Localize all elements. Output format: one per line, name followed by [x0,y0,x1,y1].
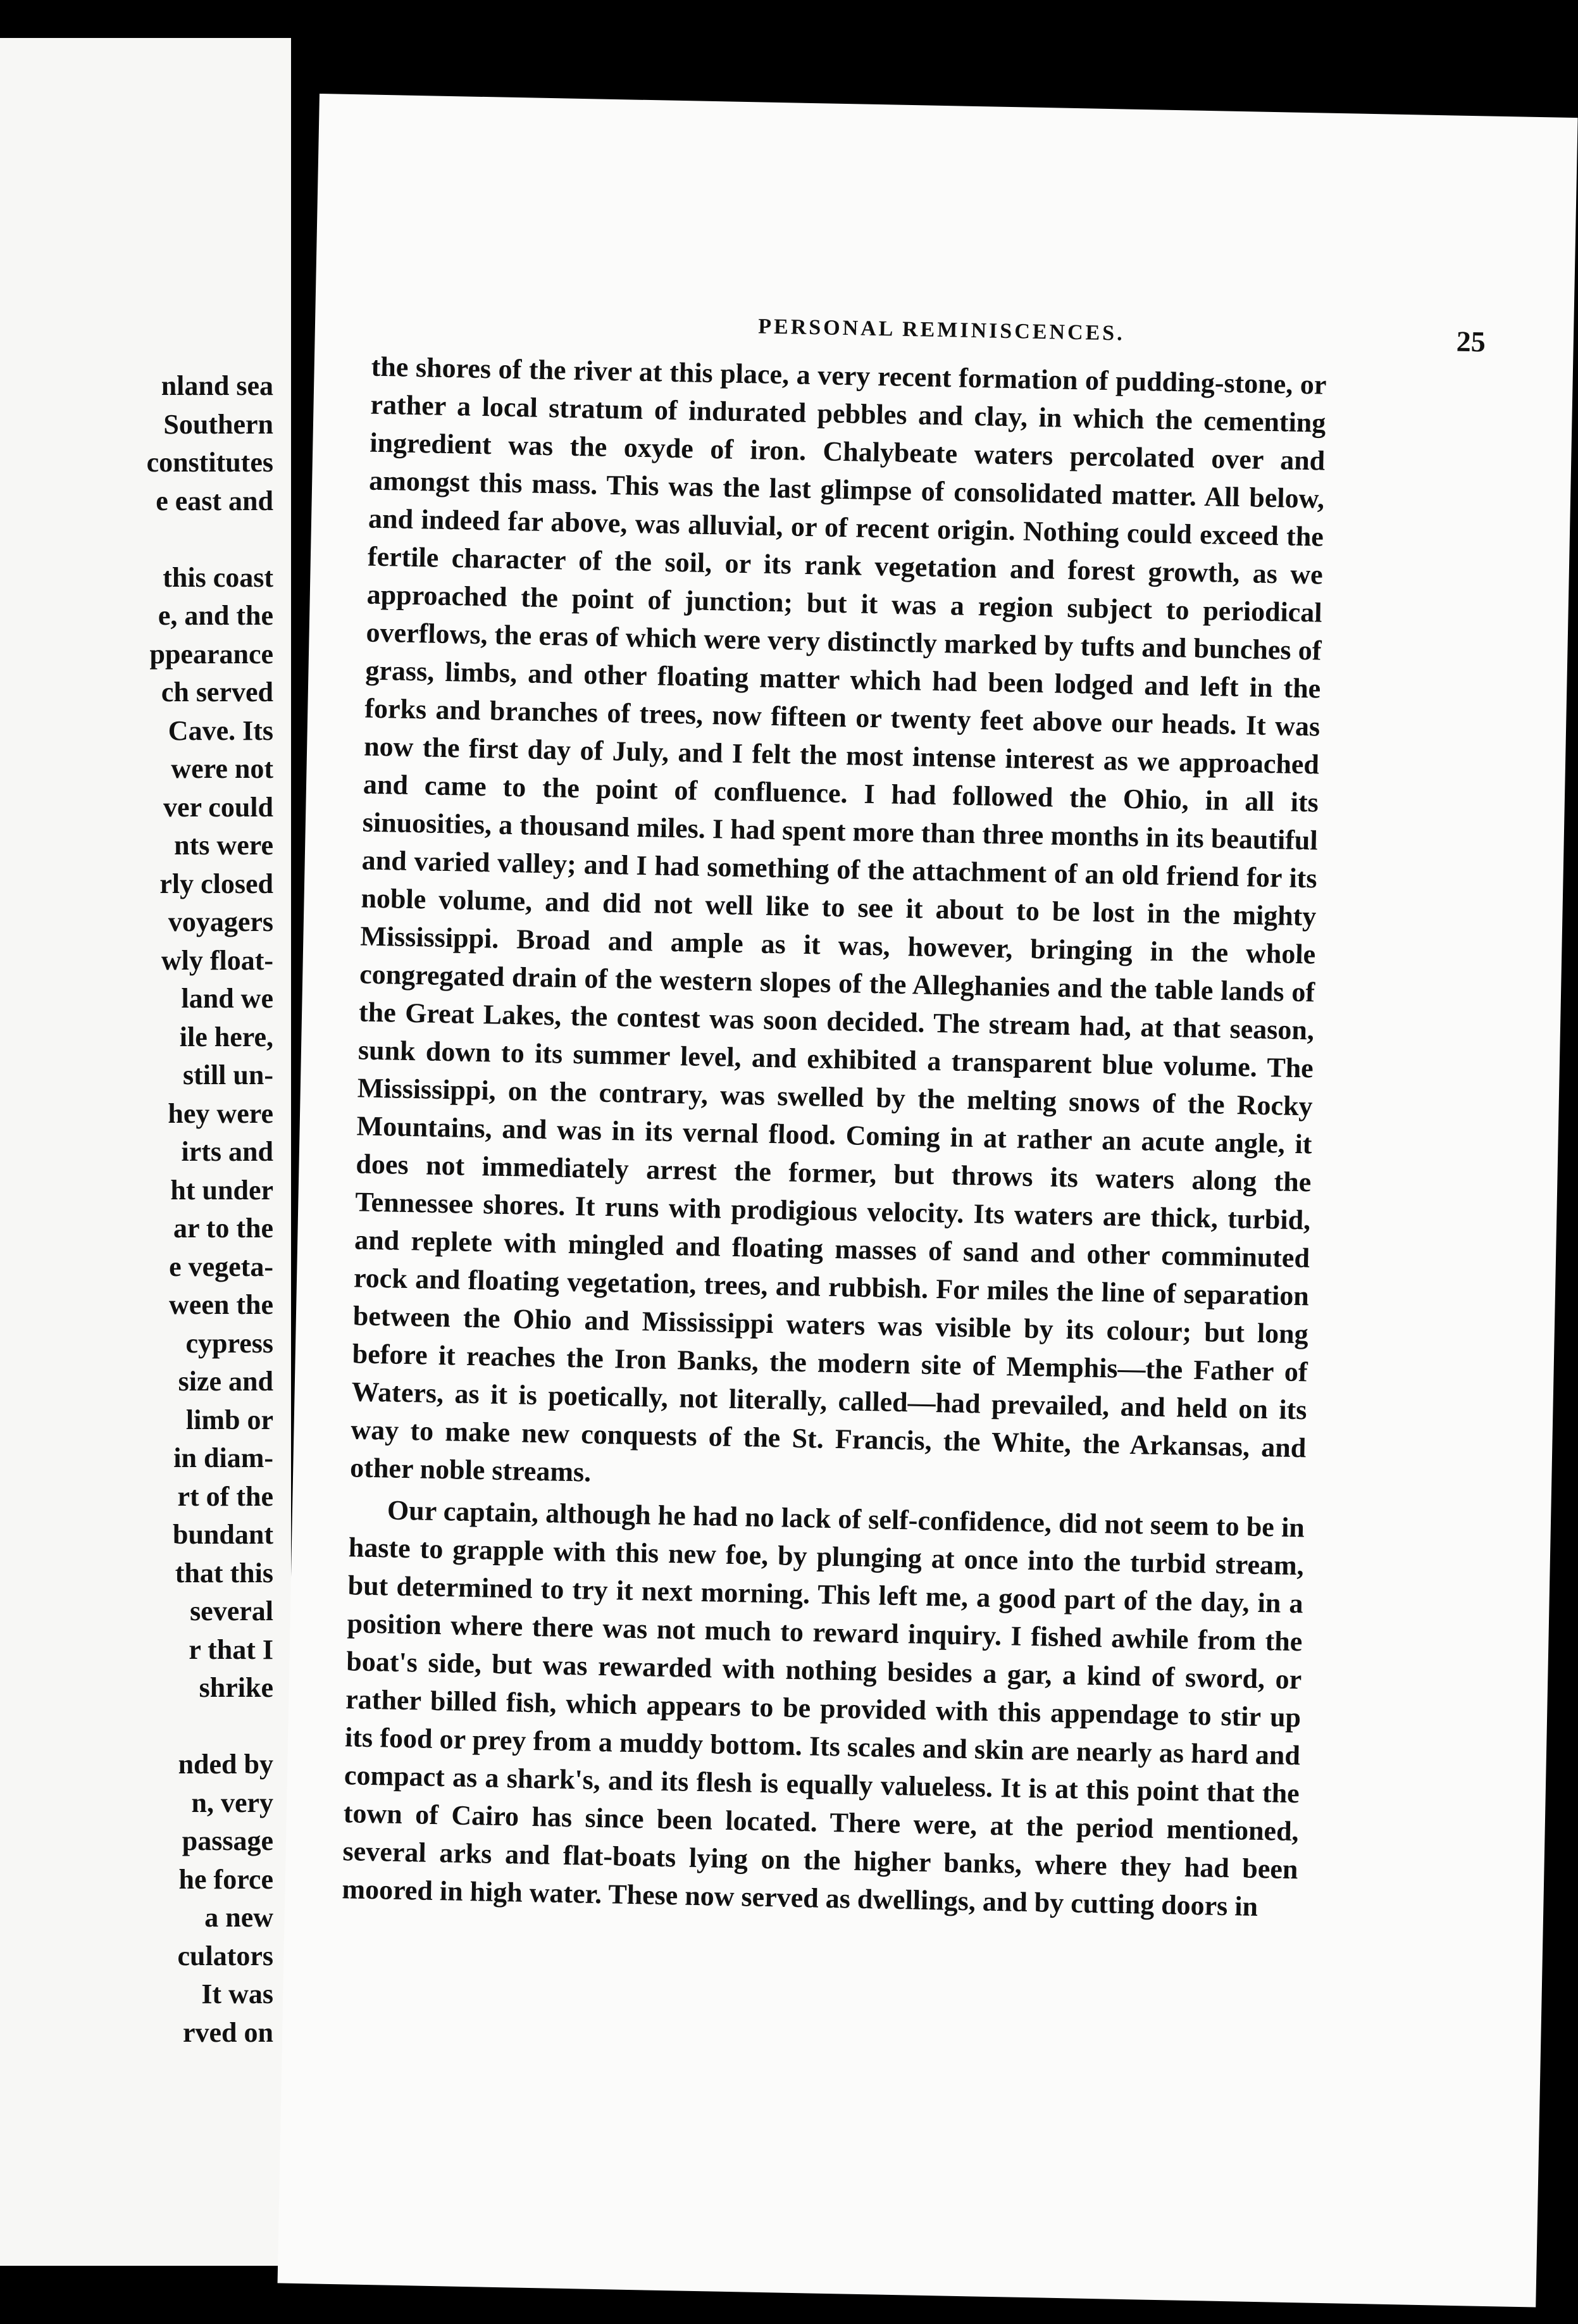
left-fragment-line: bundant [172,1519,273,1550]
left-fragment-line: rt of the [177,1480,273,1512]
left-fragment-line: that this [175,1557,273,1589]
left-fragment-line: shrike [199,1672,273,1703]
left-fragment-line: ar to the [173,1213,273,1244]
left-fragment-line: nland sea [161,370,273,401]
left-fragment-line: hey were [168,1097,273,1129]
left-fragment-line: this coast [163,561,273,593]
left-fragment-line: ht under [170,1174,273,1206]
page-number: 25 [1456,325,1486,358]
left-fragment-line: ile here, [179,1021,273,1053]
left-fragment-line: size and [178,1366,273,1397]
left-fragment-line: a new [204,1902,273,1933]
left-fragment-line: n, very [191,1787,273,1818]
left-fragment-line: ween the [169,1289,273,1320]
left-fragment-line: Southern [163,408,273,440]
left-fragment-line: r that I [189,1634,273,1665]
left-fragment-line: irts and [181,1136,273,1167]
left-fragment-line: nded by [178,1749,273,1780]
left-fragment-line: culators [177,1940,273,1971]
left-fragment-line: e vegeta- [169,1251,273,1282]
left-fragment-line: ppearance [149,638,273,670]
left-fragment-line: voyagers [168,906,273,937]
left-page-text-fragments [147,367,273,2052]
left-fragment-line: wly float- [161,944,273,976]
body-text [342,348,1327,1927]
left-fragment-line: e east and [156,485,273,516]
left-fragment-line: rved on [183,2016,273,2048]
left-fragment-line [147,520,273,559]
right-page [278,94,1578,2308]
left-fragment-line: e, and the [158,600,273,631]
left-fragment-line: several [190,1596,273,1627]
left-fragment-line: land we [181,983,273,1014]
left-fragment-line [147,1708,273,1746]
left-fragment-line: in diam- [173,1442,273,1473]
left-fragment-line: nts were [174,830,273,861]
left-page [0,38,291,2266]
left-fragment-line: It was [201,1978,273,2009]
running-head: PERSONAL REMINISCENCES. [757,315,1126,346]
left-fragment-line: cypress [185,1327,273,1359]
left-fragment-line: constitutes [146,447,273,478]
left-fragment-line: passage [182,1825,273,1856]
left-fragment-line: ch served [161,677,273,708]
left-fragment-line: were not [171,753,273,784]
left-fragment-line: ver could [163,791,273,823]
left-fragment-line: rly closed [159,868,273,899]
left-fragment-line: he force [178,1863,273,1895]
left-fragment-line: Cave. Its [168,715,273,746]
left-fragment-line: limb or [185,1404,273,1435]
left-fragment-line: still un- [182,1059,273,1090]
paragraph-1: the shores of the river at this place, a very recent formation of pudding-stone, or rather a local stratum of indurated pebbles and clay, in which the cementing ingredient was the oxyde of iron. Chalybeate waters percolated over and amongst this mass. This was the last glimpse of consolidated matter. All below, and indeed far above, was alluvial, or of recent origin. Nothing could exceed the fertile character of the soil, or its rank vegetation and forest growth, as we approached the point of junction; but it was a region subject to periodical overflows, the eras of which were very distinctly marked by tufts and bunches of grass, limbs, and other floating matter which had been lodged and left in the forks and branches of trees, now fifteen or twenty feet above our heads. It was now the first day of July, and I felt the most intense interest as we approached and came to the point of confluence. I had followed the Ohio, in all its sinuosities, a thousand miles. I had spent more than three months in its beautiful and varied valley; and I had something of the attachment of an old friend for its noble volume, and did not well like to see it about to be lost in the mighty Mississippi. Broad and ample as it was, however, bringing in the whole congregated drain of the western slopes of the Alleghanies and the table lands of the Great Lakes, the contest was soon decided. The stream had, at that season, sunk down to its summer level, and exhibited a transparent blue volume. The Mississippi, on the contrary, was swelled by the melting snows of the Rocky Mountains, and was in its vernal flood. Coming in at rather an acute angle, it does not immediately arrest the former, but throws its waters along the Tennessee shores. It runs with prodigious velocity. Its waters are thick, turbid, and replete with mingled and floating masses of sand and other comminuted rock and floating vegetation, trees, and rubbish. For miles the line of separation between the Ohio and Mississippi waters was visible by its colour; but long before it reaches the Iron Banks, the modern site of Memphis—the Father of Waters, as it is poetically, not literally, called—had prevailed, and held on its way to make new conquests of the St. Francis, the White, the Arkansas, and other noble streams. [349,351,1327,1488]
paragraph-2: Our captain, although he had no lack of self-confidence, did not seem to be in haste to grapple with this new foe, by plunging at once into the turbid stream, but determined to try it next morning. This left me, a good part of the day, in a position where there was not much to reward inquiry. I fished awhile from the boat's side, but was rewarded with nothing besides a gar, a kind of sword, or rather billed fish, which appears to be provided with this appendage to stir up its food or prey from a muddy bottom. Its scales and skin are nearly as hard and compact as a shark's, and its flesh is equally valueless. It is at this point that the town of Cairo has since been located. There were, at the period mentioned, several arks and flat-boats lying on the higher banks, where they had been moored in high water. These now served as dwellings, and by cutting doors in [342,1494,1305,1922]
